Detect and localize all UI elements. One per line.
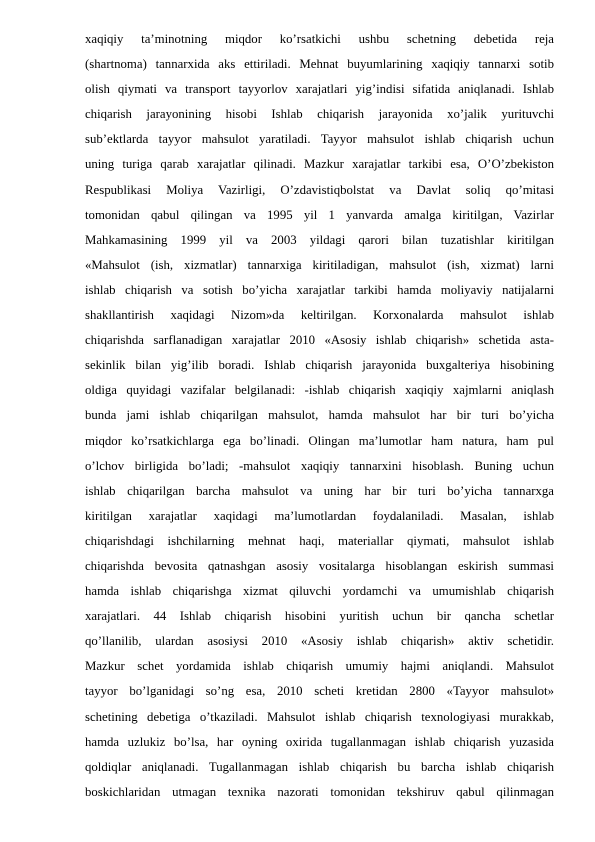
text-line: (shartnoma) tannarxida aks ettiriladi. Mehnat buyumlarining xaqiqiy tannarxi sotib bbox=[85, 57, 554, 72]
text-line: qo’llanilib, ulardan asosiysi 2010 «Asosiy ishlab chiqarish» aktiv schetidir. bbox=[85, 634, 554, 649]
text-line: Mazkur schet yordamida ishlab chiqarish umumiy hajmi aniqlandi. Mahsulot bbox=[85, 659, 554, 674]
text-line: chiqarishda bevosita qatnashgan asosiy vositalarga hisoblangan eskirish summasi bbox=[85, 558, 554, 573]
text-line: kiritilgan xarajatlar xaqidagi ma’lumotlardan foydalaniladi. Masalan, ishlab bbox=[85, 508, 554, 523]
text-line: sekinlik bilan yig’ilib boradi. Ishlab chiqarish jarayonida buxgalteriya hisobining bbox=[85, 358, 554, 373]
text-line: chiqarishdagi ishchilarning mehnat haqi, materiallar qiymati, mahsulot ishlab bbox=[85, 533, 554, 548]
text-line: tomonidan qabul qilingan va 1995 yil 1 yanvarda amalga kiritilgan, Vazirlar bbox=[85, 207, 554, 222]
text-line: tayyor bo’lganidagi so’ng esa, 2010 scheti kretidan 2800 «Tayyor mahsulot» bbox=[85, 684, 554, 699]
body-text bbox=[85, 27, 554, 805]
text-line: Respublikasi Moliya Vazirligi, O’zdavistiqbolstat va Davlat soliq qo’mitasi bbox=[85, 182, 554, 197]
text-line: sub’ektlarda tayyor mahsulot yaratiladi. Tayyor mahsulot ishlab chiqarish uchun bbox=[85, 132, 554, 147]
text-line: chiqarish jarayonining hisobi Ishlab chiqarish jarayonida xo’jalik yurituvchi bbox=[85, 107, 554, 122]
text-line: shakllantirish xaqidagi Nizom»da keltirilgan. Korxonalarda mahsulot ishlab bbox=[85, 308, 554, 323]
text-line: qoldiqlar aniqlanadi. Tugallanmagan ishlab chiqarish bu barcha ishlab chiqarish bbox=[85, 759, 554, 774]
text-line: schetining debetiga o’tkaziladi. Mahsulot ishlab chiqarish texnologiyasi murakkab, bbox=[85, 709, 554, 724]
text-line: chiqarishda sarflanadigan xarajatlar 2010 «Asosiy ishlab chiqarish» schetida asta- bbox=[85, 333, 554, 348]
text-line: o’lchov birligida bo’ladi; -mahsulot xaqiqiy tannarxini hisoblash. Buning uchun bbox=[85, 458, 554, 473]
text-line: uning turiga qarab xarajatlar qilinadi. Mazkur xarajatlar tarkibi esa, O’O’zbekiston bbox=[85, 157, 554, 172]
text-line: oldiga quyidagi vazifalar belgilanadi: -ishlab chiqarish xaqiqiy xajmlarni aniqlash bbox=[85, 383, 554, 398]
text-line: hamda uzlukiz bo’lsa, har oyning oxirida tugallanmagan ishlab chiqarish yuzasida bbox=[85, 734, 554, 749]
text-line: miqdor ko’rsatkichlarga ega bo’linadi. Olingan ma’lumotlar ham natura, ham pul bbox=[85, 433, 554, 448]
text-line: xarajatlari. 44 Ishlab chiqarish hisobini yuritish uchun bir qancha schetlar bbox=[85, 609, 554, 624]
text-line: ishlab chiqarish va sotish bo’yicha xarajatlar tarkibi hamda moliyaviy natijalarni bbox=[85, 282, 554, 297]
text-line: Mahkamasining 1999 yil va 2003 yildagi qarori bilan tuzatishlar kiritilgan bbox=[85, 232, 554, 247]
text-line: ishlab chiqarilgan barcha mahsulot va uning har bir turi bo’yicha tannarxga bbox=[85, 483, 554, 498]
text-line: «Mahsulot (ish, xizmatlar) tannarxiga kiritiladigan, mahsulot (ish, xizmat) larni bbox=[85, 257, 554, 272]
text-line: xaqiqiy ta’minotning miqdor ko’rsatkichi ushbu schetning debetida reja bbox=[85, 32, 554, 46]
text-line: bunda jami ishlab chiqarilgan mahsulot, hamda mahsulot har bir turi bo’yicha bbox=[85, 408, 554, 423]
text-line: hamda ishlab chiqarishga xizmat qiluvchi yordamchi va umumishlab chiqarish bbox=[85, 584, 554, 599]
text-line: olish qiymati va transport tayyorlov xarajatlari yig’indisi sifatida aniqlanadi. Ishlab bbox=[85, 82, 554, 97]
text-line: boskichlaridan utmagan texnika nazorati tomonidan tekshiruv qabul qilinmagan bbox=[85, 784, 554, 799]
